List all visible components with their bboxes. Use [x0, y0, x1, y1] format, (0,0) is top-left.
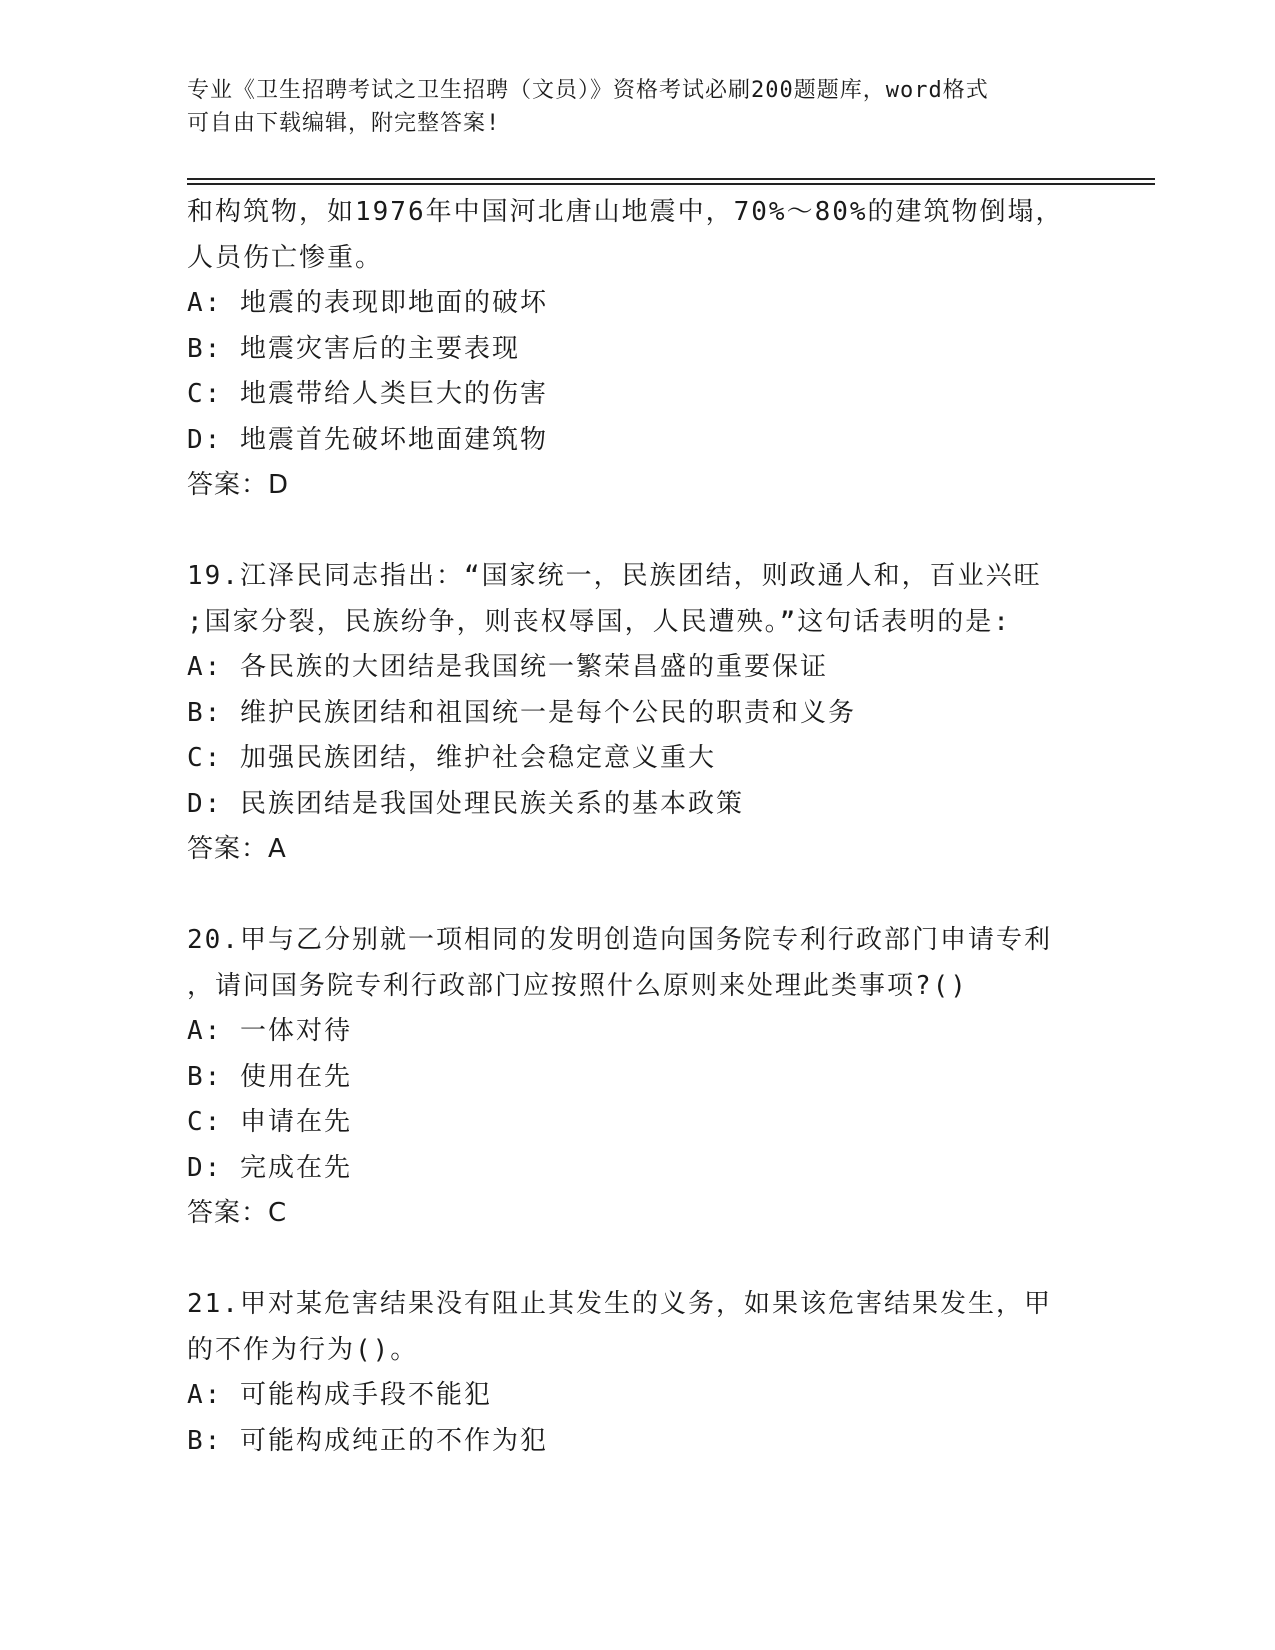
answer-line: 答案：A — [187, 834, 287, 864]
question-spacer — [187, 1237, 1087, 1283]
header-title-line-1: 专业《卫生招聘考试之卫生招聘（文员）》资格考试必刷200题题库，word格式 — [187, 78, 989, 103]
option-a: A: 一体对待 — [187, 1016, 352, 1046]
question-stem-line: 和构筑物，如1976年中国河北唐山地震中，70%～80%的建筑物倒塌， — [187, 197, 1064, 227]
question-stem-line: 20.甲与乙分别就一项相同的发明创造向国务院专利行政部门申请专利 — [187, 925, 1052, 955]
question-spacer — [187, 873, 1087, 919]
option-a: A: 可能构成手段不能犯 — [187, 1380, 492, 1410]
option-c: C: 申请在先 — [187, 1107, 352, 1137]
question-stem-line: ，请问国务院专利行政部门应按照什么原则来处理此类事项?() — [187, 970, 968, 1001]
answer-line: 答案：C — [187, 1198, 288, 1228]
option-a: A: 地震的表现即地面的破坏 — [187, 288, 548, 318]
option-b: B: 地震灾害后的主要表现 — [187, 333, 520, 364]
option-c: C: 加强民族团结，维护社会稳定意义重大 — [187, 743, 716, 773]
document-body — [187, 190, 1087, 1464]
header-title-line-2: 可自由下载编辑，附完整答案! — [187, 111, 501, 136]
question-stem-line: 19.江泽民同志指出：“国家统一，民族团结，则政通人和，百业兴旺 — [187, 561, 1042, 591]
question-stem-line: ;国家分裂，民族纷争，则丧权辱国，人民遭殃。”这句话表明的是: — [187, 606, 1011, 637]
header-divider-top — [187, 178, 1155, 180]
option-b: B: 可能构成纯正的不作为犯 — [187, 1425, 548, 1456]
page-header — [187, 74, 1087, 140]
option-c: C: 地震带给人类巨大的伤害 — [187, 379, 548, 409]
option-d: D: 民族团结是我国处理民族关系的基本政策 — [187, 788, 744, 819]
option-d: D: 完成在先 — [187, 1152, 352, 1183]
question-stem-line: 21.甲对某危害结果没有阻止其发生的义务，如果该危害结果发生，甲 — [187, 1289, 1052, 1319]
question-18-continued — [187, 190, 1087, 509]
question-stem-line: 人员伤亡惨重。 — [187, 242, 384, 273]
question-19 — [187, 554, 1087, 873]
option-d: D: 地震首先破坏地面建筑物 — [187, 424, 548, 455]
header-divider-bottom — [187, 183, 1155, 185]
question-spacer — [187, 509, 1087, 555]
option-b: B: 使用在先 — [187, 1061, 352, 1092]
option-a: A: 各民族的大团结是我国统一繁荣昌盛的重要保证 — [187, 652, 828, 682]
question-21 — [187, 1282, 1087, 1464]
question-stem-line: 的不作为行为()。 — [187, 1334, 419, 1365]
option-b: B: 维护民族团结和祖国统一是每个公民的职责和义务 — [187, 697, 856, 728]
question-20 — [187, 918, 1087, 1237]
answer-line: 答案：D — [187, 470, 290, 500]
